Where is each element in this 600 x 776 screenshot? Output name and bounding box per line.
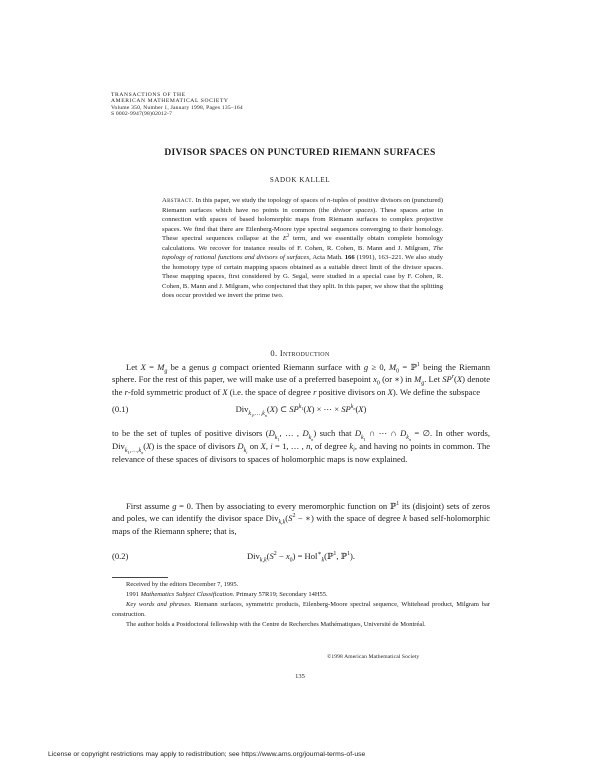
section-number: 0. — [270, 348, 280, 358]
section-heading — [0, 348, 600, 358]
text: ). We define the subspace — [392, 386, 481, 397]
text: Riemann surfaces, symmetric products, Eilenberg-Moore spectral sequence, Whitehead product, Milgram bar construction. — [112, 601, 491, 618]
intro-paragraph-1: Let $X = M_g$ be a genus g compact oriented Riemann surface with g ≥ 0, $M_0$ = ℙ$^1$ being the Riemann sphere. For the rest of this paper, we will make use of a preferred basepoint $x_0$ (or ∗) in $M_g$. Let $SP^r(X)$ denote the r-fold symmetric product of X (i.e. the space of degree r positive divisors on X). We define the subspace — [112, 362, 491, 397]
msc-note — [112, 590, 490, 600]
text: Primary 57R19; Secondary 14H55. — [234, 591, 328, 598]
text: 1991 — [126, 591, 141, 598]
text: is the space of divisors — [154, 440, 238, 451]
text: with the space of degree — [313, 513, 403, 524]
paper-title: DIVISOR SPACES ON PUNCTURED RIEMANN SURFACES — [164, 148, 436, 158]
abstract — [162, 196, 443, 301]
text: its (disjoint) sets of zeros and poles, we can identify the divisor space — [112, 501, 491, 524]
equation-0-2 — [112, 551, 490, 563]
section-name: Introduction — [279, 348, 330, 358]
support-note: The author holds a Postdoctoral fellowship with the Centre de Recherches Mathématiques, Université de Montréal. — [126, 621, 426, 628]
intro-paragraph-3: First assume g = 0. Then by associating to every meromorphic function on ℙ$^1$ its (disjoint) sets of zeros and poles, we can identify the divisor space $Div_{k,k}(S^2$ − ∗) with the space of degree k based self-holomorphic maps of the Riemann sphere; that is, — [112, 501, 491, 536]
journal-name-line2: AMERICAN MATHEMATICAL SOCIETY — [111, 98, 229, 105]
abstract-var: E — [282, 235, 287, 243]
text: (i.e. the space of degree — [227, 386, 314, 397]
journal-name-line1: TRANSACTIONS OF THE — [111, 92, 186, 98]
copyright: ©1998 American Mathematical Society — [327, 654, 420, 660]
text: positive divisors on — [316, 386, 388, 397]
abstract-text: In this paper, we study the topology of spaces of — [195, 197, 328, 204]
text: . Let — [424, 374, 443, 385]
equation-number: (0.1) — [112, 404, 129, 414]
abstract-text: , Acta Math. — [309, 254, 345, 262]
license-notice[interactable]: License or copyright restrictions may apply to redistribution; see https://www.ams.org/journal-terms-of-use — [48, 751, 366, 758]
footnotes — [112, 580, 490, 630]
text: compact oriented Riemann surface with — [216, 362, 364, 372]
text: Let — [126, 362, 141, 372]
text: to be the set of tuples of positive divisors — [112, 428, 266, 438]
journal-volume: Volume 350, Number 1, January 1998, Pages 135–164 — [111, 104, 243, 111]
intro-paragraph-2: to be the set of tuples of positive divisors ($D_{k_1}$, … , $D_{k_n}$) such that $D_{k_1}$ ∩ ⋯ ∩ $D_{k_n}$ = ∅. In other words, Div$_{k_1,\dots,k_n}$(X) is the space of divisors $D_{k_i}$ on X, i = 1, … , n, of degree $k_i$, and having no points in common. The relevance of these spaces of divisors to spaces of holomorphic maps is now explained. — [112, 428, 491, 464]
received-note: Received by the editors December 7, 1995. — [126, 581, 239, 588]
keywords-note — [112, 600, 490, 620]
paper-author: SADOK KALLEL — [269, 176, 331, 184]
abstract-emphasis: divisor spaces — [332, 206, 373, 214]
text: . In other words, — [430, 428, 490, 438]
text: . Then by associating to every meromorphic function on — [190, 501, 390, 511]
page-number: 135 — [295, 673, 305, 680]
abstract-text: ). These spaces arise in connection with spaces of based holomorphic maps from Riemann surfaces to complex projective spaces. We find that there are Eilenberg-Moore type spectral sequences converging to their homology. These spectral sequences collapse at the — [162, 206, 443, 243]
text: -fold symmetric product of — [127, 386, 223, 397]
text: (or ∗) in — [379, 374, 415, 385]
abstract-label: Abstract. — [162, 197, 194, 204]
abstract-citation-title: The topology of rational functions and divisors of surfaces — [162, 244, 443, 262]
abstract-text: term, and we essentially obtain complete homology calculations. We recover for instance results of F. Cohen, R. Cohen, B. Mann and J. Milgram, — [162, 235, 443, 252]
text: be a genus — [167, 362, 213, 372]
text: , of degree — [310, 440, 350, 451]
abstract-sup: 2 — [286, 233, 290, 239]
text: denote the — [112, 374, 491, 397]
text: Key words and phrases. — [126, 601, 192, 608]
text: being the Riemann sphere. For the rest of this paper, we will make use of a preferred basepoint — [112, 362, 490, 385]
abstract-text: -tuples of positive divisors on (punctured) Riemann surfaces which have no points in common (the — [162, 197, 444, 214]
equation-body: $Div_{k,k}(S^2 - x_0)$ = Hol∗$_k$(ℙ$^1$, ℙ$^1$). — [246, 551, 356, 564]
footnote-rule — [112, 577, 168, 578]
text: First assume — [126, 501, 173, 511]
text: on — [247, 440, 261, 451]
journal-code: S 0002-9947(98)02012-7 — [111, 111, 173, 118]
equation-number: (0.2) — [112, 551, 129, 561]
abstract-text: (1991), 163–221. We also study the homotopy type of certain mapping spaces obtained as a suitable direct limit of the divisor spaces. These mapping spaces, first considered by G. Segal, were studied in a special case by F. Cohen, R. Cohen, B. Mann and J. Milgram, who conjectured that they split. In this paper, we show that the splitting does occur provided we invert the prime two. — [162, 254, 443, 300]
abstract-volume: 166 — [344, 254, 355, 262]
text: Mathematics Subject Classification. — [140, 591, 235, 598]
equation-body: Div$_{k_1,\dots,k_n}$(X) ⊂ $SP^{k_1}(X)$ × ⋯ × $SP^{k_n}(X)$ — [235, 404, 367, 418]
text: such that — [316, 428, 355, 438]
abstract-var: n — [327, 197, 331, 204]
text: based self-holomorphic maps of the Riemann sphere; that is, — [112, 513, 490, 536]
journal-header — [111, 92, 243, 118]
text: , and having no points in common. The relevance of these spaces of divisors to spaces of holomorphic maps is now explained. — [112, 440, 491, 464]
equation-0-1 — [112, 404, 490, 416]
